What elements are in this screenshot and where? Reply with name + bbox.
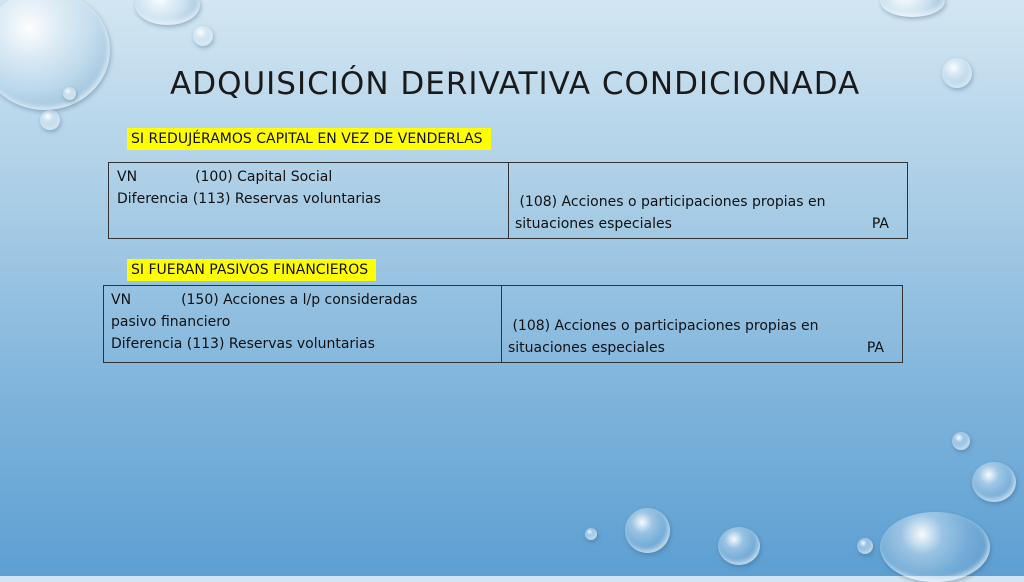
journal-entry-table bbox=[108, 162, 908, 239]
credit-tag-pa: PA bbox=[866, 340, 884, 356]
credit-tag-pa: PA bbox=[871, 216, 889, 232]
debit-cell bbox=[104, 286, 502, 363]
water-drop-decoration bbox=[135, 0, 200, 25]
slide-title: ADQUISICIÓN DERIVATIVA CONDICIONADA bbox=[170, 66, 861, 102]
water-drop-decoration bbox=[952, 432, 970, 450]
debit-label-vn: VN bbox=[111, 292, 132, 308]
credit-account-line2: situaciones especiales bbox=[508, 340, 665, 356]
water-drop-decoration bbox=[880, 512, 990, 582]
credit-account-line1: (108) Acciones o participaciones propias en bbox=[515, 194, 826, 210]
debit-cell bbox=[109, 163, 509, 239]
water-drop-decoration bbox=[0, 0, 110, 110]
water-drop-decoration bbox=[585, 528, 597, 540]
credit-account-line1: (108) Acciones o participaciones propias en bbox=[508, 318, 819, 334]
debit-account: (100) Capital Social bbox=[195, 169, 333, 185]
debit-difference: Diferencia (113) Reservas voluntarias bbox=[117, 191, 381, 207]
debit-account-continuation: pasivo financiero bbox=[111, 314, 231, 330]
journal-entry-table bbox=[103, 285, 903, 363]
water-drop-decoration bbox=[625, 508, 670, 553]
water-drop-decoration bbox=[857, 538, 873, 554]
water-drop-decoration bbox=[193, 26, 213, 46]
debit-label-vn: VN bbox=[117, 169, 138, 185]
water-drop-decoration bbox=[63, 87, 76, 100]
credit-cell bbox=[509, 163, 908, 239]
credit-account-line2: situaciones especiales bbox=[515, 216, 672, 232]
credit-cell bbox=[502, 286, 903, 363]
section-heading-reduce-capital: SI REDUJÉRAMOS CAPITAL EN VEZ DE VENDERLAS bbox=[127, 128, 491, 150]
debit-account: (150) Acciones a l/p consideradas bbox=[181, 292, 418, 308]
section-heading-financial-liabilities: SI FUERAN PASIVOS FINANCIEROS bbox=[127, 259, 376, 281]
water-drop-decoration bbox=[718, 527, 760, 565]
water-drop-decoration bbox=[880, 0, 945, 17]
debit-difference: Diferencia (113) Reservas voluntarias bbox=[111, 336, 375, 352]
water-drop-decoration bbox=[942, 58, 972, 88]
water-drop-decoration bbox=[40, 110, 60, 130]
water-drop-decoration bbox=[972, 462, 1016, 502]
